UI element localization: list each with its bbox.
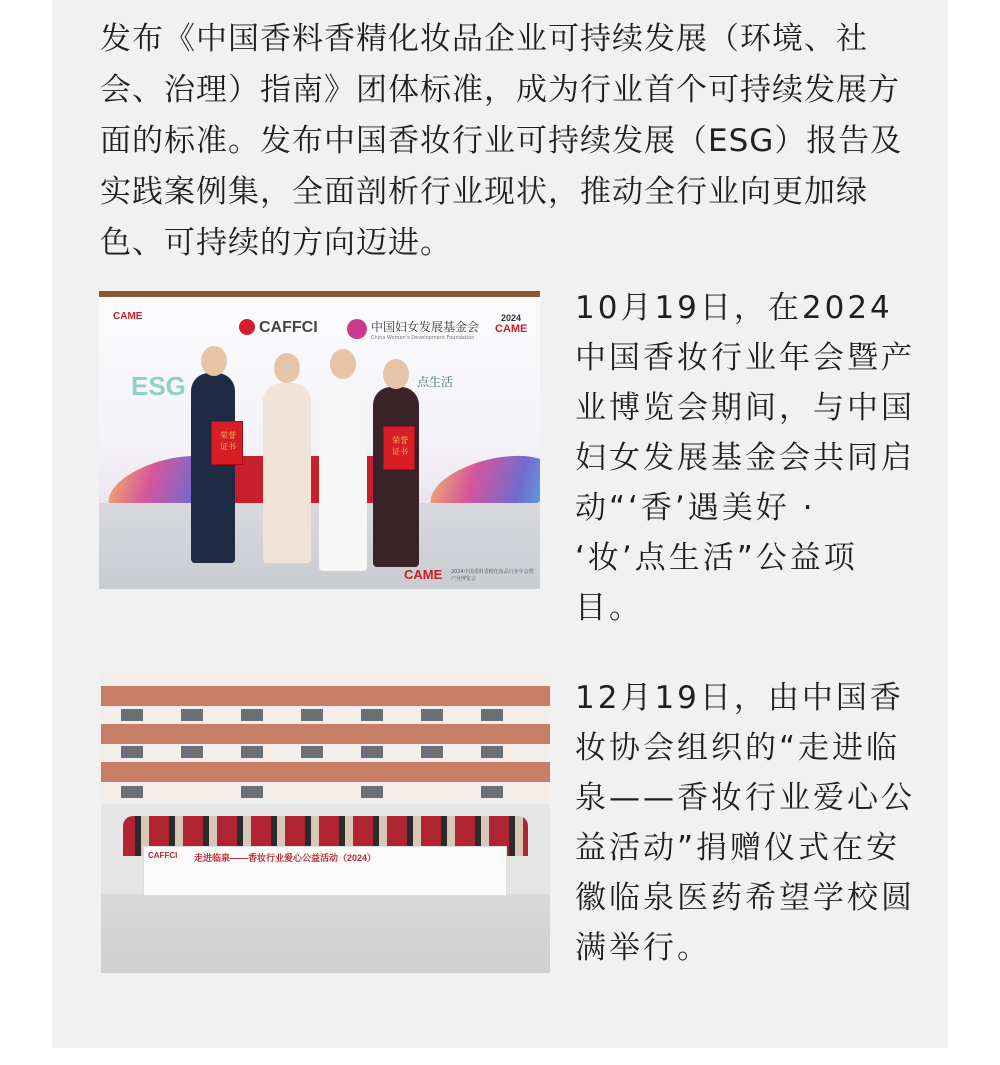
certificate-right: 荣誉证书 <box>383 426 415 470</box>
came-year: 2024 <box>501 313 522 323</box>
window <box>301 709 323 721</box>
window <box>361 709 383 721</box>
window <box>421 746 443 758</box>
building-band-3 <box>101 762 550 782</box>
slogan-text: 点生活 <box>417 375 454 389</box>
person-4-head <box>383 359 409 389</box>
banner-text: 走进临泉——香妆行业爱心公益活动（2024） <box>194 853 377 863</box>
school-yard <box>101 894 550 973</box>
person-3 <box>319 381 367 571</box>
came-logo-bottom: CAME <box>404 567 443 582</box>
window <box>361 786 383 798</box>
window <box>421 709 443 721</box>
article-panel <box>52 0 948 1048</box>
window <box>241 746 263 758</box>
fund-logo: 中国妇女发展基金会 <box>371 320 480 334</box>
caffci-logo: CAFFCI <box>259 319 318 336</box>
person-2-head <box>274 353 300 383</box>
caffci-emblem-icon <box>239 319 255 335</box>
window <box>181 709 203 721</box>
donation-group-photo <box>101 674 550 973</box>
person-3-head <box>330 349 356 379</box>
intro-paragraph: 发布《中国香料香精化妆品企业可持续发展（环境、社会、治理）指南》团体标准，成为行业首个可持续发展方面的标准。发布中国香妆行业可持续发展（ESG）报告及实践案例集，全面剖析行业现状，推动全行业向更加绿色、可持续的方向迈进。 <box>100 21 903 261</box>
photo-bottom-caption: 2024中国香料香精化妆品行业年会暨产业博览会 <box>451 569 534 582</box>
window <box>121 709 143 721</box>
window <box>121 786 143 798</box>
person-4 <box>373 387 419 567</box>
window <box>121 746 143 758</box>
banner-logo: CAFFCI <box>148 851 178 860</box>
window <box>481 746 503 758</box>
certificate-left: 荣誉证书 <box>211 421 243 465</box>
building-band-1 <box>101 686 550 706</box>
fund-logo-en: China Women's Development Foundation <box>371 335 475 341</box>
person-1-head <box>201 346 227 376</box>
window <box>481 786 503 798</box>
fund-emblem-icon <box>347 319 367 339</box>
event-banner <box>143 846 507 896</box>
came-logo-right: CAME <box>495 323 528 335</box>
person-2 <box>263 383 311 563</box>
esg-text: ESG <box>131 371 186 401</box>
window <box>241 786 263 798</box>
window <box>181 746 203 758</box>
event-1-caption: 10月19日，在2024中国香妆行业年会暨产业博览会期间，与中国妇女发展基金会共同启动“‘香’遇美好 · ‘妆’点生活”公益项目。 <box>575 290 915 626</box>
event-2-caption: 12月19日，由中国香妆协会组织的“走进临泉——香妆行业爱心公益活动”捐赠仪式在安徽临泉医药希望学校圆满举行。 <box>575 680 915 966</box>
building-band-2 <box>101 724 550 744</box>
window <box>301 746 323 758</box>
window <box>481 709 503 721</box>
person-1 <box>191 373 235 563</box>
window <box>361 746 383 758</box>
window <box>241 709 263 721</box>
ceremony-photo <box>99 291 540 589</box>
came-logo-top: CAME <box>113 311 143 322</box>
